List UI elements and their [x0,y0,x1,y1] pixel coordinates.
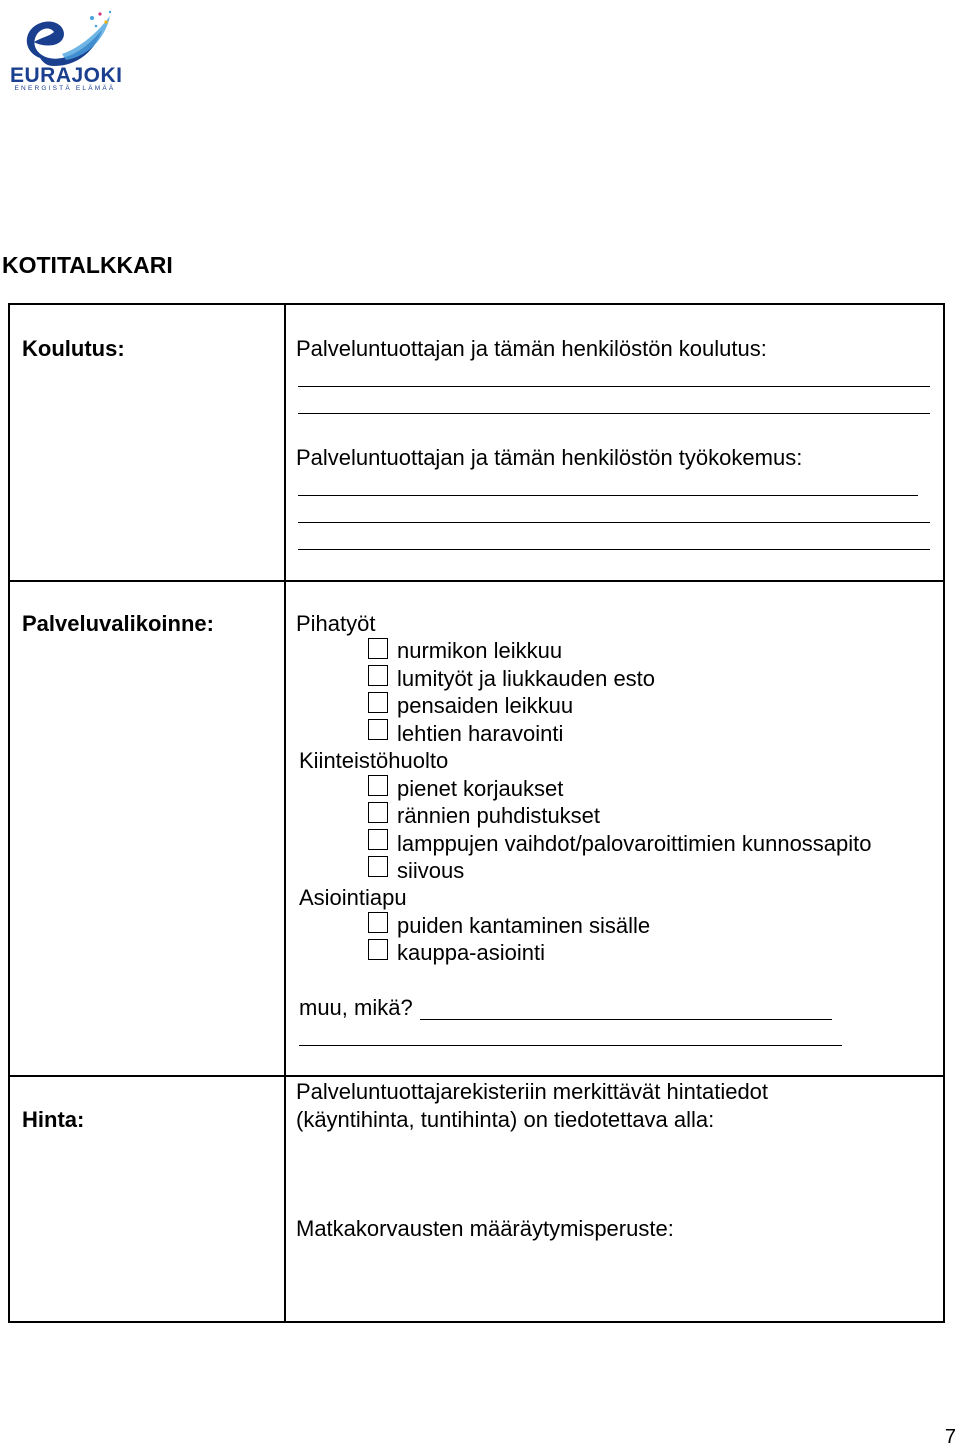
logo-name: EURAJOKI [10,64,123,87]
group-title-asiointiapu: Asiointiapu [299,885,407,910]
service-option-label: rännien puhdistukset [397,803,601,828]
logo-tagline: ENERGISTÄ ELÄMÄÄ [14,85,116,92]
training-fill-line[interactable] [298,386,930,387]
group-title-pihatyot: Pihatyöt [296,611,376,636]
checkbox-lamppujen-vaihdot[interactable] [368,829,388,850]
checkbox-kauppa-asiointi[interactable] [368,939,388,960]
other-service-fill-line[interactable] [299,1045,842,1046]
service-option-label: kauppa-asiointi [397,940,545,965]
experience-prompt: Palveluntuottajan ja tämän henkilöstön työkokemus: [296,445,803,470]
service-option-label: puiden kantaminen sisälle [397,913,651,938]
service-option-label: lamppujen vaihdot/palovaroittimien kunnossapito [397,831,872,856]
document-title: KOTITALKKARI [2,252,173,278]
row-divider-2 [10,1075,943,1077]
row-divider-1 [10,580,943,582]
page-number: 7 [944,1426,956,1448]
travel-compensation-label: Matkakorvausten määräytymisperuste: [296,1216,674,1241]
training-fill-line[interactable] [298,413,930,414]
checkbox-rannien-puhdistukset[interactable] [368,802,388,823]
experience-fill-line[interactable] [298,495,918,496]
checkbox-puiden-kantaminen[interactable] [368,912,388,933]
service-option-label: lehtien haravointi [397,721,564,746]
checkbox-pienet-korjaukset[interactable] [368,775,388,796]
training-prompt: Palveluntuottajan ja tämän henkilöstön koulutus: [296,336,767,361]
group-title-kiinteistohuolto: Kiinteistöhuolto [299,748,449,773]
service-option-label: pensaiden leikkuu [397,693,574,718]
service-option-label: nurmikon leikkuu [397,638,563,663]
service-form-table [8,303,945,1323]
palveluvalikoima-label: Palveluvalikoinne: [22,611,214,636]
column-divider [284,305,286,1321]
checkbox-pensaiden-leikkuu[interactable] [368,692,388,713]
experience-fill-line[interactable] [298,522,930,523]
experience-fill-line[interactable] [298,549,930,550]
other-service-label: muu, mikä? [299,995,413,1020]
price-info-line-1: Palveluntuottajarekisteriin merkittävät hintatiedot [296,1079,769,1104]
service-option-label: pienet korjaukset [397,776,564,801]
service-option-label: siivous [397,858,465,883]
checkbox-lumityot[interactable] [368,665,388,686]
checkbox-lehtien-haravointi[interactable] [368,719,388,740]
service-option-label: lumityöt ja liukkauden esto [397,666,656,691]
hinta-label: Hinta: [22,1107,85,1132]
koulutus-label: Koulutus: [22,336,125,361]
other-service-fill-line[interactable] [420,1019,832,1020]
price-info-line-2: (käyntihinta, tuntihinta) on tiedotettava alla: [296,1107,715,1132]
checkbox-siivous[interactable] [368,856,388,877]
checkbox-nurmikon-leikkuu[interactable] [368,638,388,659]
